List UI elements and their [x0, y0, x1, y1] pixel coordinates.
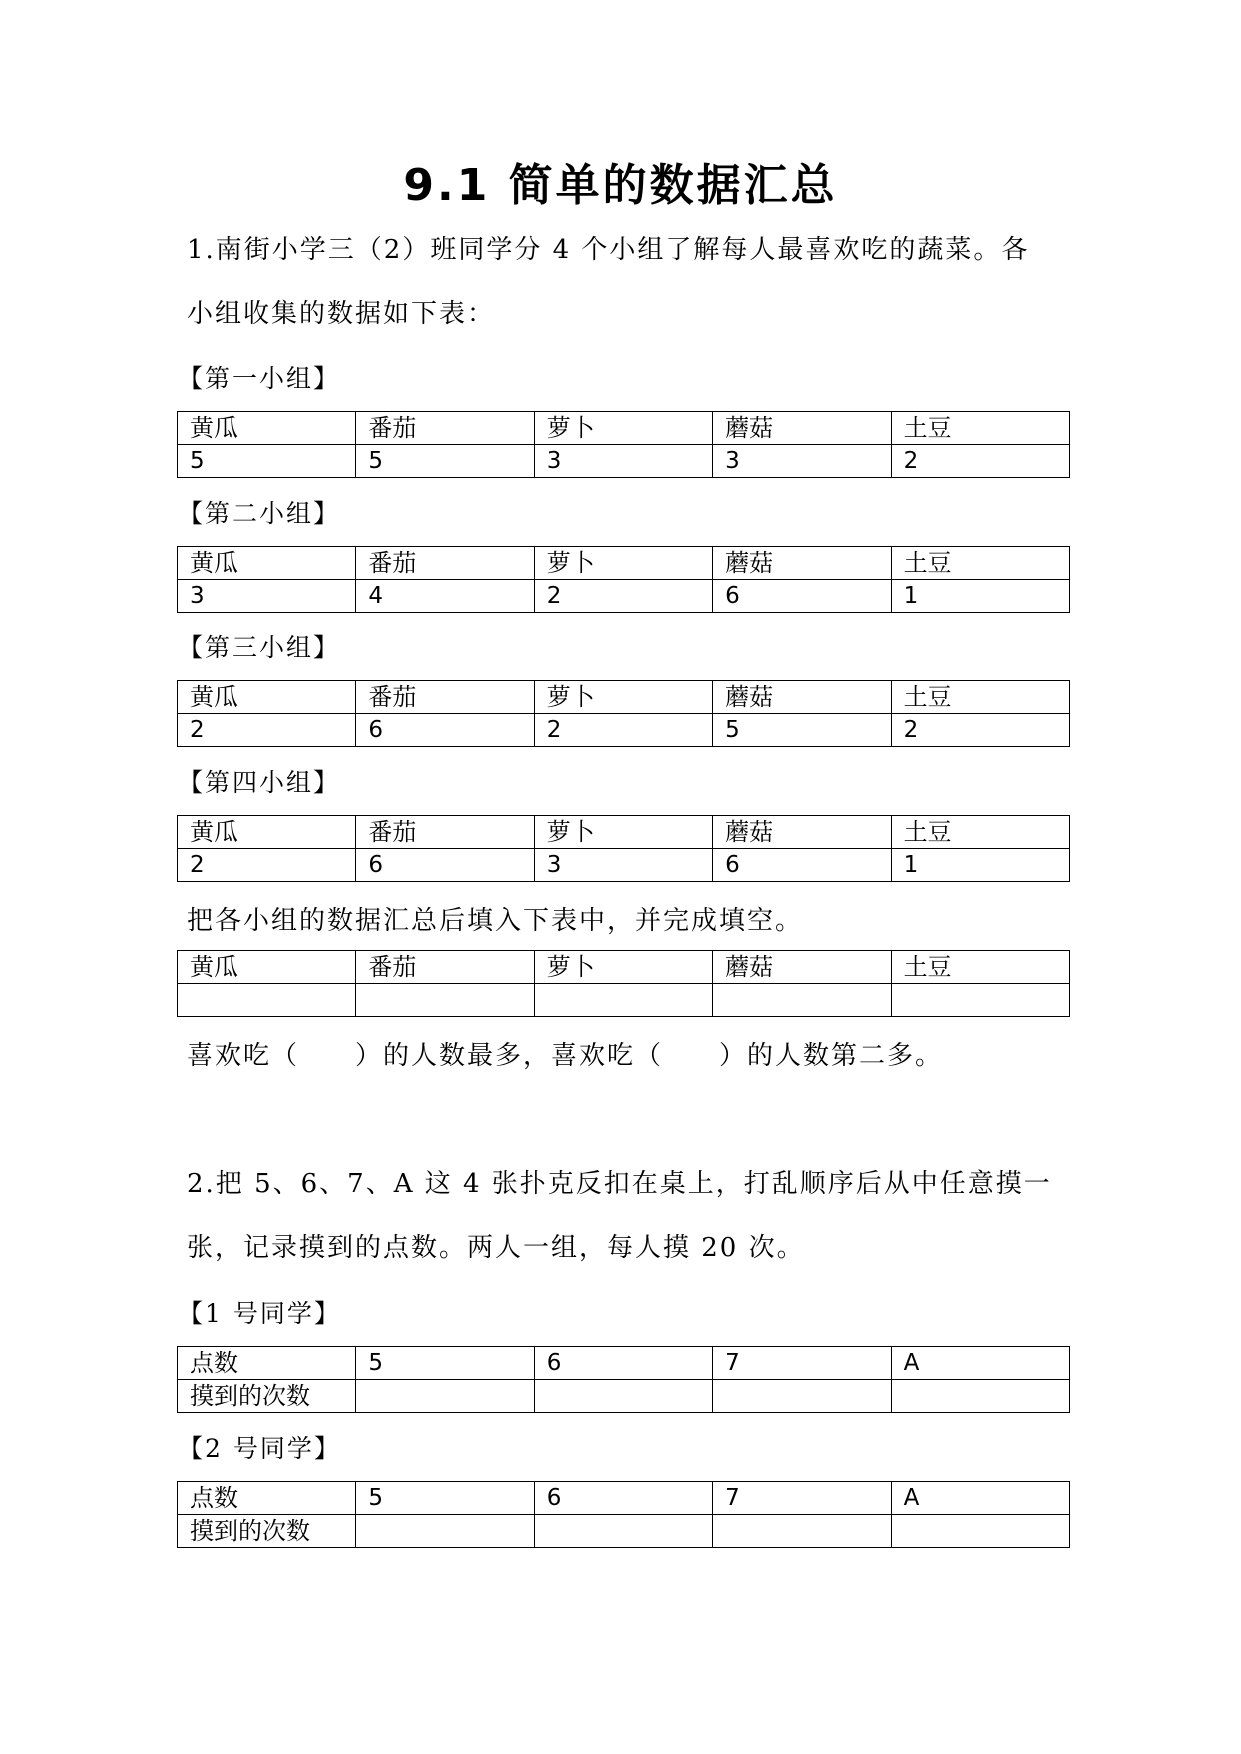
- header-cell: 萝卜: [534, 816, 712, 849]
- value-cell: 3: [534, 849, 712, 882]
- value-cell: 2: [891, 714, 1069, 747]
- answer-cell[interactable]: [891, 1380, 1069, 1413]
- group1-label: 【第一小组】: [178, 364, 341, 393]
- header-cell: 土豆: [891, 547, 1069, 580]
- header-cell: 番茄: [356, 681, 534, 714]
- header-cell: 蘑菇: [713, 816, 891, 849]
- table-row: [178, 1347, 1070, 1380]
- point-cell: A: [891, 1482, 1069, 1515]
- table-row: [178, 816, 1070, 849]
- table-row: [178, 412, 1070, 445]
- value-cell: 4: [356, 580, 534, 613]
- q2-text-line2: 张，记录摸到的点数。两人一组，每人摸 20 次。: [187, 1233, 805, 1263]
- table-row: [178, 547, 1070, 580]
- value-cell: 3: [178, 580, 356, 613]
- header-cell: 番茄: [356, 547, 534, 580]
- fill-in-sentence: 喜欢吃（ ）的人数最多，喜欢吃（ ）的人数第二多。: [187, 1041, 944, 1071]
- header-cell: 番茄: [356, 816, 534, 849]
- header-cell: 蘑菇: [713, 681, 891, 714]
- value-cell: 6: [713, 849, 891, 882]
- header-cell: 蘑菇: [713, 547, 891, 580]
- value-cell: 6: [713, 580, 891, 613]
- answer-cell[interactable]: [534, 1380, 712, 1413]
- answer-cell[interactable]: [356, 1380, 534, 1413]
- table-row: [178, 849, 1070, 882]
- value-cell: 3: [713, 445, 891, 478]
- header-cell: 萝卜: [534, 951, 712, 984]
- page-title: 9.1 简单的数据汇总: [403, 160, 838, 211]
- row-label-cell: 点数: [178, 1482, 356, 1515]
- header-cell: 黄瓜: [178, 412, 356, 445]
- point-cell: 5: [356, 1482, 534, 1515]
- value-cell: 2: [534, 714, 712, 747]
- answer-cell[interactable]: [713, 984, 891, 1017]
- header-cell: 土豆: [891, 681, 1069, 714]
- group2-label: 【第二小组】: [178, 499, 341, 528]
- table-row: [178, 580, 1070, 613]
- table-row: [178, 681, 1070, 714]
- point-cell: 6: [534, 1482, 712, 1515]
- group4-table: [177, 815, 1070, 882]
- point-cell: 7: [713, 1347, 891, 1380]
- table-row: [178, 984, 1070, 1017]
- header-cell: 萝卜: [534, 412, 712, 445]
- header-cell: 蘑菇: [713, 951, 891, 984]
- header-cell: 萝卜: [534, 681, 712, 714]
- header-cell: 土豆: [891, 412, 1069, 445]
- value-cell: 2: [178, 714, 356, 747]
- header-cell: 黄瓜: [178, 951, 356, 984]
- row-label-cell: 点数: [178, 1347, 356, 1380]
- header-cell: 黄瓜: [178, 681, 356, 714]
- answer-cell[interactable]: [534, 984, 712, 1017]
- student1-label: 【1 号同学】: [178, 1299, 341, 1328]
- answer-cell[interactable]: [891, 1515, 1069, 1548]
- value-cell: 1: [891, 580, 1069, 613]
- table-row: [178, 1380, 1070, 1413]
- table-row: [178, 1482, 1070, 1515]
- value-cell: 1: [891, 849, 1069, 882]
- row-label-cell: 摸到的次数: [178, 1515, 356, 1548]
- q1-text-line2: 小组收集的数据如下表：: [187, 299, 496, 329]
- answer-cell[interactable]: [178, 984, 356, 1017]
- answer-cell[interactable]: [534, 1515, 712, 1548]
- group2-table: [177, 546, 1070, 613]
- header-cell: 土豆: [891, 816, 1069, 849]
- q2-text-line1: 2.把 5、6、7、A 这 4 张扑克反扣在桌上，打乱顺序后从中任意摸一: [187, 1169, 1052, 1199]
- value-cell: 2: [891, 445, 1069, 478]
- student2-label: 【2 号同学】: [178, 1434, 341, 1463]
- student2-table: [177, 1481, 1070, 1548]
- group3-table: [177, 680, 1070, 747]
- table-row: [178, 951, 1070, 984]
- point-cell: 7: [713, 1482, 891, 1515]
- student1-table: [177, 1346, 1070, 1413]
- answer-cell[interactable]: [891, 984, 1069, 1017]
- answer-cell[interactable]: [356, 984, 534, 1017]
- value-cell: 2: [534, 580, 712, 613]
- value-cell: 3: [534, 445, 712, 478]
- summary-instruction: 把各小组的数据汇总后填入下表中，并完成填空。: [187, 906, 804, 936]
- table-row: [178, 714, 1070, 747]
- header-cell: 番茄: [356, 951, 534, 984]
- answer-cell[interactable]: [713, 1380, 891, 1413]
- row-label-cell: 摸到的次数: [178, 1380, 356, 1413]
- value-cell: 5: [713, 714, 891, 747]
- value-cell: 2: [178, 849, 356, 882]
- header-cell: 土豆: [891, 951, 1069, 984]
- group1-table: [177, 411, 1070, 478]
- point-cell: 5: [356, 1347, 534, 1380]
- value-cell: 5: [356, 445, 534, 478]
- value-cell: 6: [356, 849, 534, 882]
- group4-label: 【第四小组】: [178, 768, 341, 797]
- header-cell: 黄瓜: [178, 547, 356, 580]
- table-row: [178, 1515, 1070, 1548]
- summary-table: [177, 950, 1070, 1017]
- table-row: [178, 445, 1070, 478]
- header-cell: 黄瓜: [178, 816, 356, 849]
- value-cell: 6: [356, 714, 534, 747]
- point-cell: A: [891, 1347, 1069, 1380]
- header-cell: 萝卜: [534, 547, 712, 580]
- value-cell: 5: [178, 445, 356, 478]
- header-cell: 蘑菇: [713, 412, 891, 445]
- header-cell: 番茄: [356, 412, 534, 445]
- answer-cell[interactable]: [713, 1515, 891, 1548]
- point-cell: 6: [534, 1347, 712, 1380]
- group3-label: 【第三小组】: [178, 633, 341, 662]
- answer-cell[interactable]: [356, 1515, 534, 1548]
- q1-text-line1: 1.南街小学三（2）班同学分 4 个小组了解每人最喜欢吃的蔬菜。各: [187, 235, 1030, 265]
